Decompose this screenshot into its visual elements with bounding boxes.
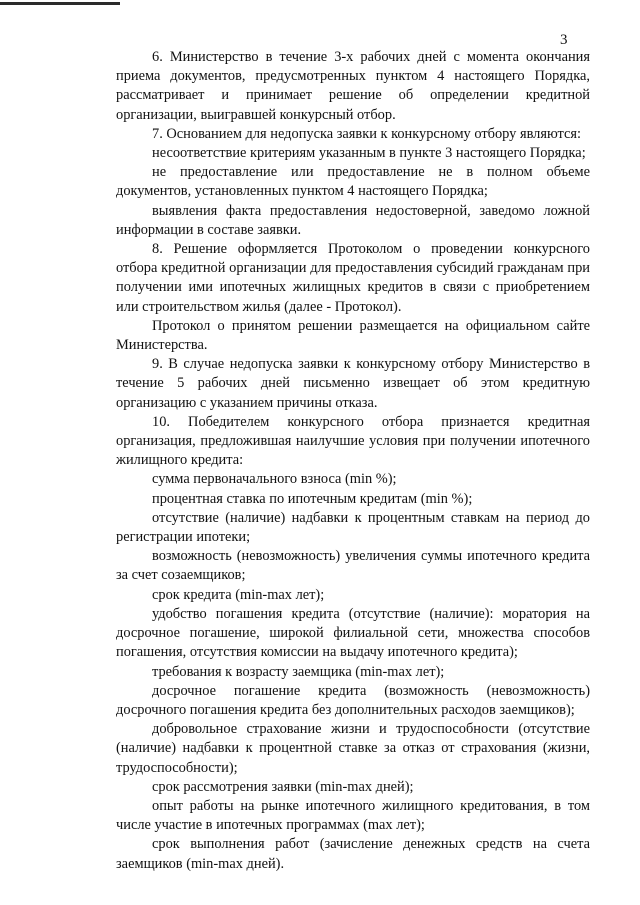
list-item-review-term: срок рассмотрения заявки (min-max дней); [152,778,414,795]
list-item-down-payment: сумма первоначального взноса (min %); [152,471,397,488]
list-item-borrower-age: требования к возрасту заемщика (min-max лет); [152,663,445,680]
list-item-repayment-convenience: удобство погашения кредита (отсутствие (наличие): моратория на досрочное погашение, широкой филиальной сети, множества способов погашения, отсутствия комиссии на выдачу ипотечного кредита); [116,605,590,661]
paragraph-item-7: 7. Основанием для недопуска заявки к конкурсному отбору являются: [152,125,582,142]
list-item-loan-term: срок кредита (min-max лет); [152,586,325,603]
list-item-criteria-mismatch: несоответствие критериям указанным в пункте 3 настоящего Порядка; [152,145,586,162]
page-number: 3 [560,32,568,48]
scan-edge-mark [0,2,120,5]
paragraph-item-6: 6. Министерство в течение 3-х рабочих дней с момента окончания приема документов, предусмотренных пунктом 4 настоящего Порядка, рассматривает и принимает решение об определении кредитной организации, выигравшей конкурсный отбор. [116,49,590,123]
list-item-insurance: добровольное страхование жизни и трудоспособности (отсутствие (наличие) надбавки к процентной ставке за отказ от страхования (жизни, трудоспособности); [116,721,590,776]
list-item-false-information: выявления факта предоставления недостоверной, заведомо ложной информации в составе заявки. [116,202,590,238]
paragraph-item-9: 9. В случае недопуска заявки к конкурсному отбору Министерство в течение 5 рабочих дней письменно извещает об этом кредитную организацию с указанием причины отказа. [116,356,590,411]
list-item-market-experience: опыт работы на рынке ипотечного жилищного кредитования, в том числе участие в ипотечных программах (max лет); [116,797,590,834]
list-item-co-borrowers: возможность (невозможность) увеличения суммы ипотечного кредита за счет созаемщиков; [116,548,590,584]
list-item-execution-term: срок выполнения работ (зачисление денежных средств на счета заемщиков (min-max дней). [116,836,590,872]
list-item-documents-incomplete: не предоставление или предоставление не в полном объеме документов, установленных пунктом 4 настоящего Порядка; [116,164,590,200]
paragraph-item-10: 10. Победителем конкурсного отбора признается кредитная организация, предложившая наилучшие условия при получении ипотечного жилищного кредита: [116,413,590,469]
list-item-early-repayment: досрочное погашение кредита (возможность (невозможность) досрочного погашения кредита без дополнительных расходов заемщиков); [116,682,590,718]
paragraph-protocol-publication: Протокол о принятом решении размещается на официальном сайте Министерства. [116,317,590,354]
paragraph-item-8: 8. Решение оформляется Протоколом о проведении конкурсного отбора кредитной организации для предоставления субсидий гражданам при получении ими ипотечных жилищных кредитов в связи с приобретением или строительством жилья (далее - Протокол). [116,241,590,315]
list-item-rate-surcharge: отсутствие (наличие) надбавки к процентным ставкам на период до регистрации ипотеки; [116,509,590,546]
document-body [116,48,590,874]
list-item-interest-rate: процентная ставка по ипотечным кредитам (min %); [152,490,473,507]
